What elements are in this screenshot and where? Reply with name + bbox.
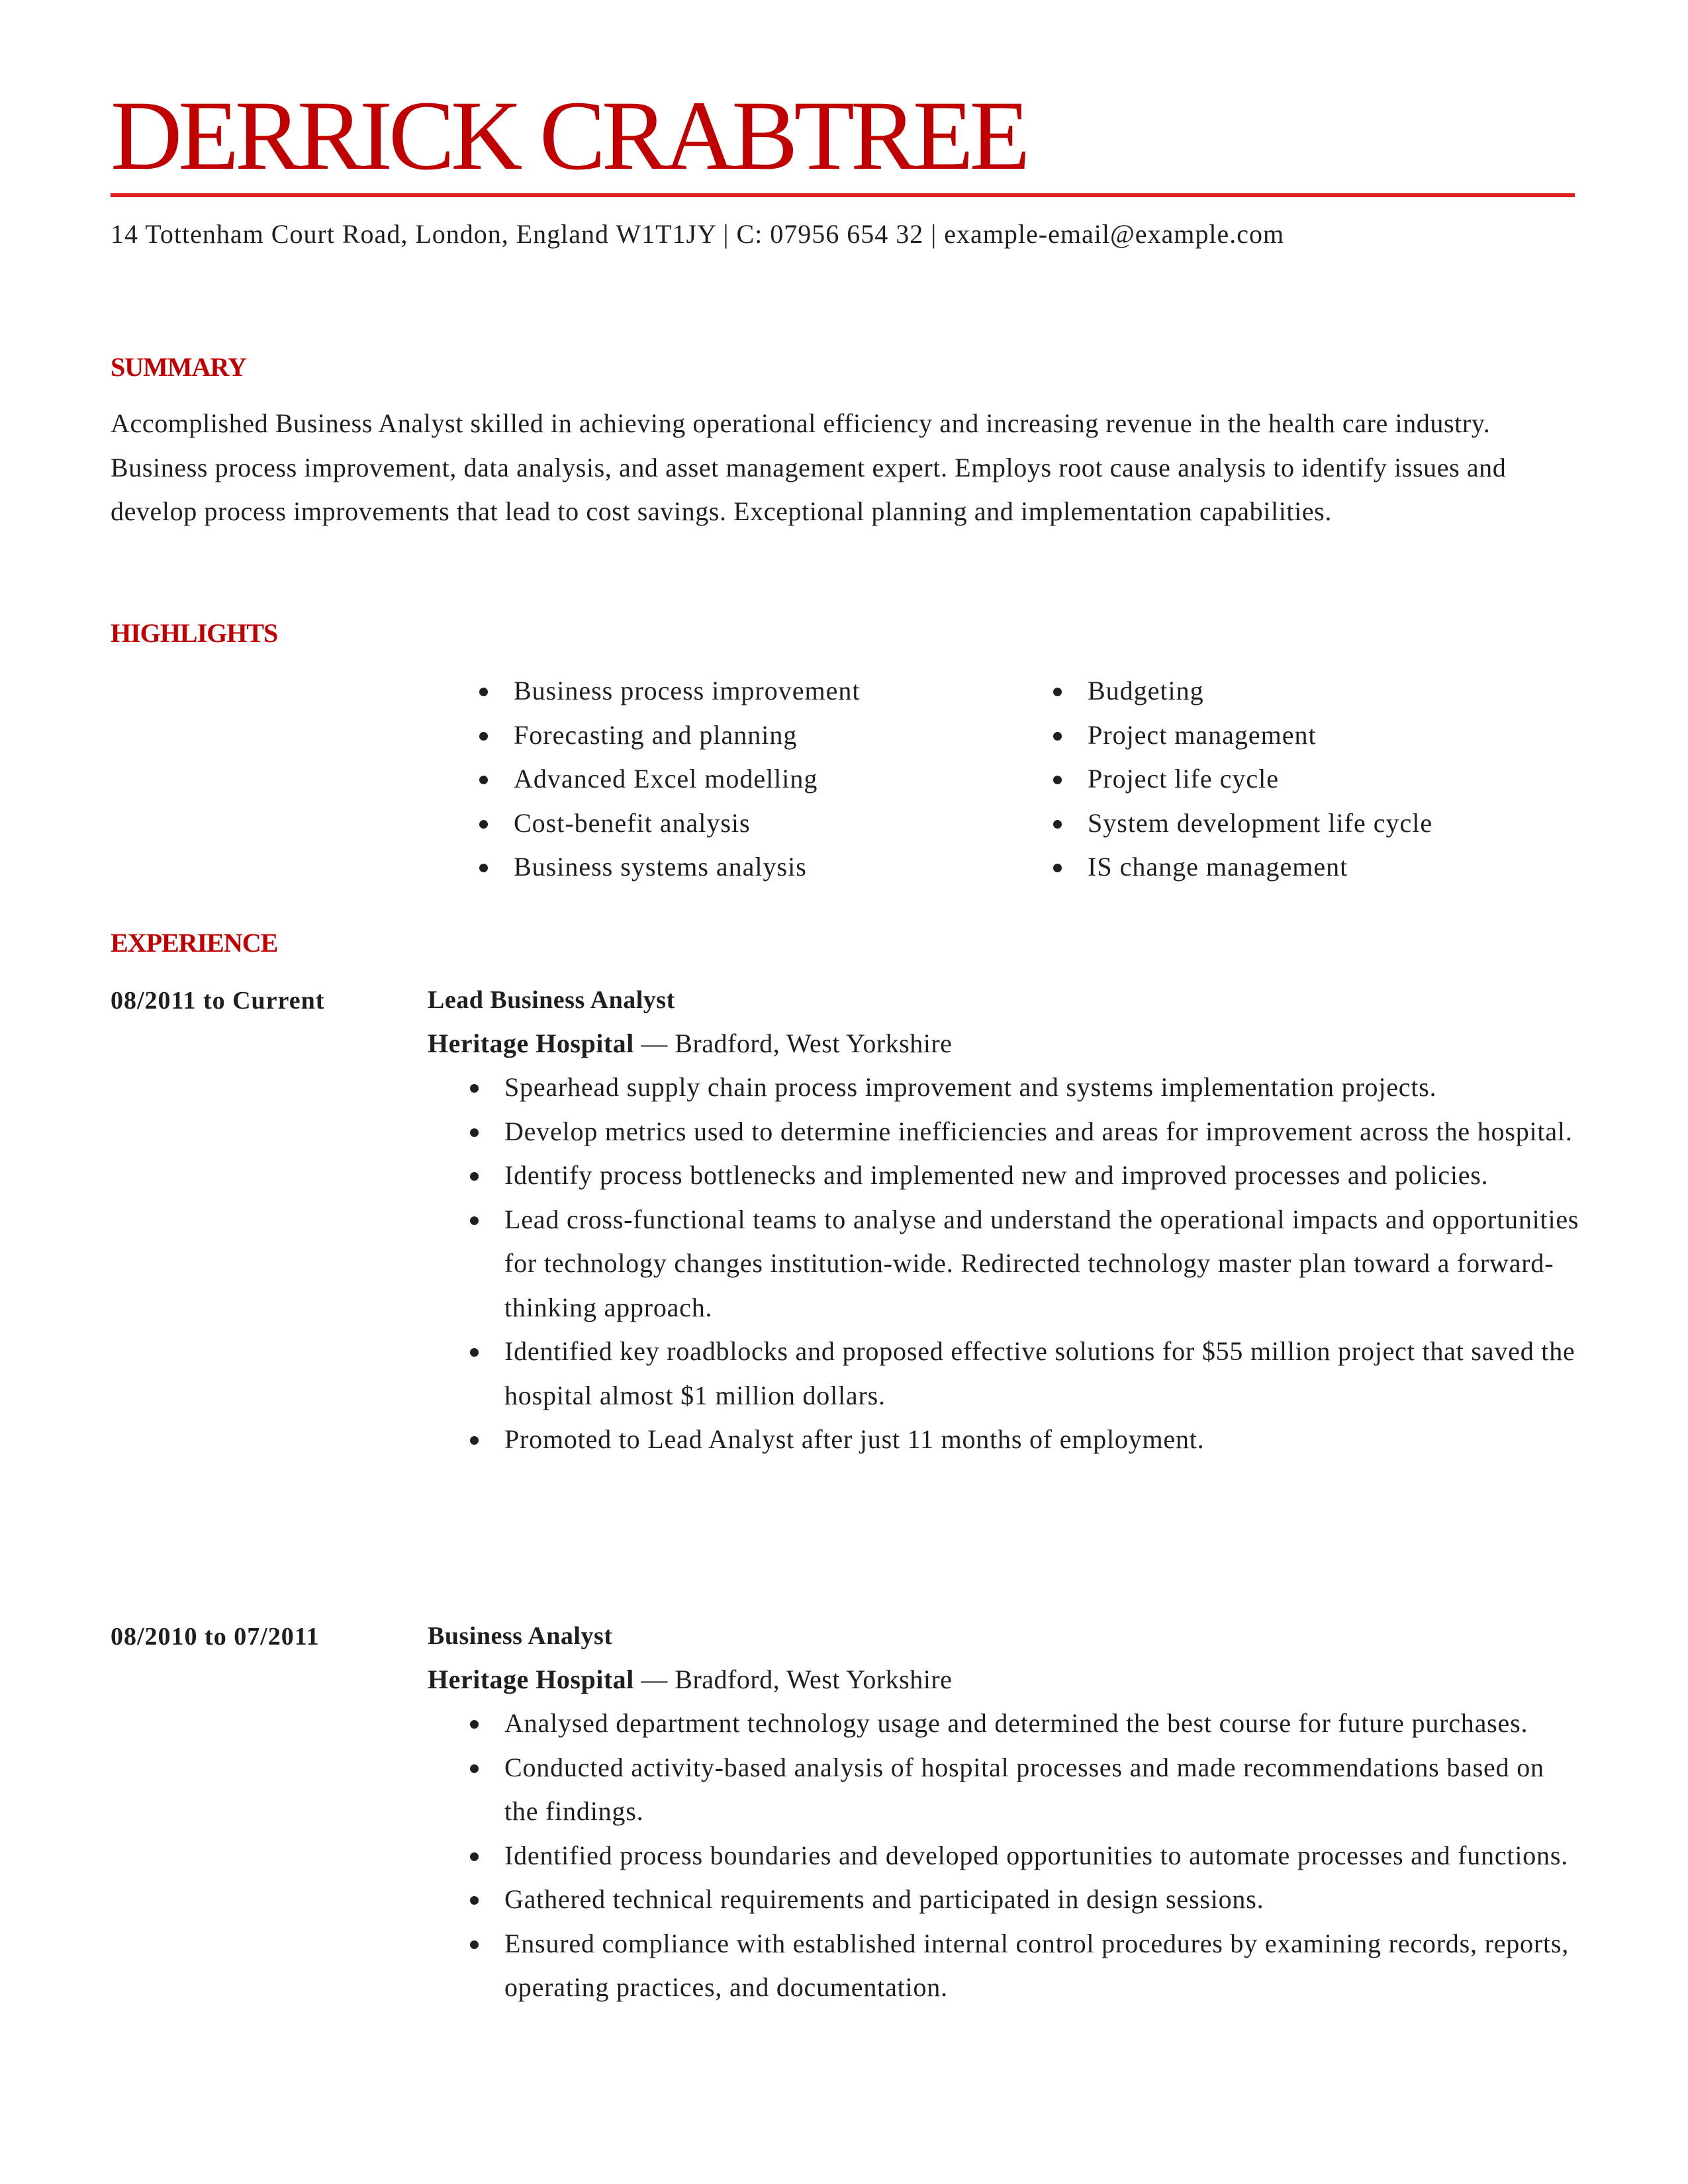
highlight-item: Business process improvement [477,669,861,713]
job-title: Lead Business Analyst [428,986,675,1014]
highlights-heading: HIGHLIGHTS [111,618,278,648]
job-dates: 08/2010 to 07/2011 [111,1623,320,1651]
job-bullet: Analysed department technology usage and determined the best course for future purchases. [467,1702,1583,1746]
highlights-left-list [477,669,861,889]
highlight-item: Cost-benefit analysis [477,801,861,846]
job-bullet: Gathered technical requirements and participated in design sessions. [467,1878,1583,1922]
highlight-item: Project management [1051,713,1432,758]
company-name: Heritage Hospital [428,1664,634,1694]
highlight-item: Advanced Excel modelling [477,757,861,801]
job-bullet: Identify process bottlenecks and implemented new and improved processes and policies. [467,1154,1583,1198]
job-bullets [467,1066,1583,1462]
highlight-item: System development life cycle [1051,801,1432,846]
highlights-right-list [1051,669,1432,889]
job-bullet: Ensured compliance with established internal control procedures by examining records, reports, operating practices, and documentation. [467,1922,1583,2010]
job-title: Business Analyst [428,1622,613,1650]
job-entry [428,978,1583,1462]
job-bullet: Develop metrics used to determine inefficiencies and areas for improvement across the hospital. [467,1110,1583,1154]
header-divider [111,193,1575,197]
summary-heading: SUMMARY [111,352,246,382]
job-employer [428,1022,1583,1066]
candidate-name: DERRICK CRABTREE [111,81,1027,191]
employer-separator: — [633,1664,675,1694]
job-entry [428,1614,1583,2010]
job-bullet: Identified process boundaries and developed opportunities to automate processes and functions. [467,1834,1583,1878]
job-bullets [467,1702,1583,2010]
company-name: Heritage Hospital [428,1028,634,1058]
highlight-item: IS change management [1051,845,1432,889]
job-bullet: Identified key roadblocks and proposed effective solutions for $55 million project that saved the hospital almost $1 million dollars. [467,1330,1583,1418]
job-dates: 08/2011 to Current [111,987,325,1015]
job-bullet: Conducted activity-based analysis of hospital processes and made recommendations based on the findings. [467,1746,1583,1834]
job-location: Bradford, West Yorkshire [675,1028,953,1058]
job-bullet: Lead cross-functional teams to analyse and understand the operational impacts and opportunities for technology changes institution-wide. Redirected technology master plan toward a forward-thinking approach. [467,1198,1583,1330]
highlight-item: Project life cycle [1051,757,1432,801]
job-bullet: Spearhead supply chain process improvement and systems implementation projects. [467,1066,1583,1110]
employer-separator: — [633,1028,675,1058]
summary-text: Accomplished Business Analyst skilled in achieving operational efficiency and increasing revenue in the health care industry. Business process improvement, data analysis, and asset management expert. Employs root cause analysis to identify issues and develop process improvements that lead to cost savings. Exceptional planning and implementation capabilities. [111,408,1507,526]
highlight-item: Business systems analysis [477,845,861,889]
job-employer [428,1658,1583,1702]
highlight-item: Budgeting [1051,669,1432,713]
contact-line: 14 Tottenham Court Road, London, England W1T1JY | C: 07956 654 32 | example-email@example.com [111,219,1285,249]
highlight-item: Forecasting and planning [477,713,861,758]
job-bullet: Promoted to Lead Analyst after just 11 months of employment. [467,1418,1583,1462]
experience-heading: EXPERIENCE [111,928,278,958]
job-location: Bradford, West Yorkshire [675,1664,953,1694]
